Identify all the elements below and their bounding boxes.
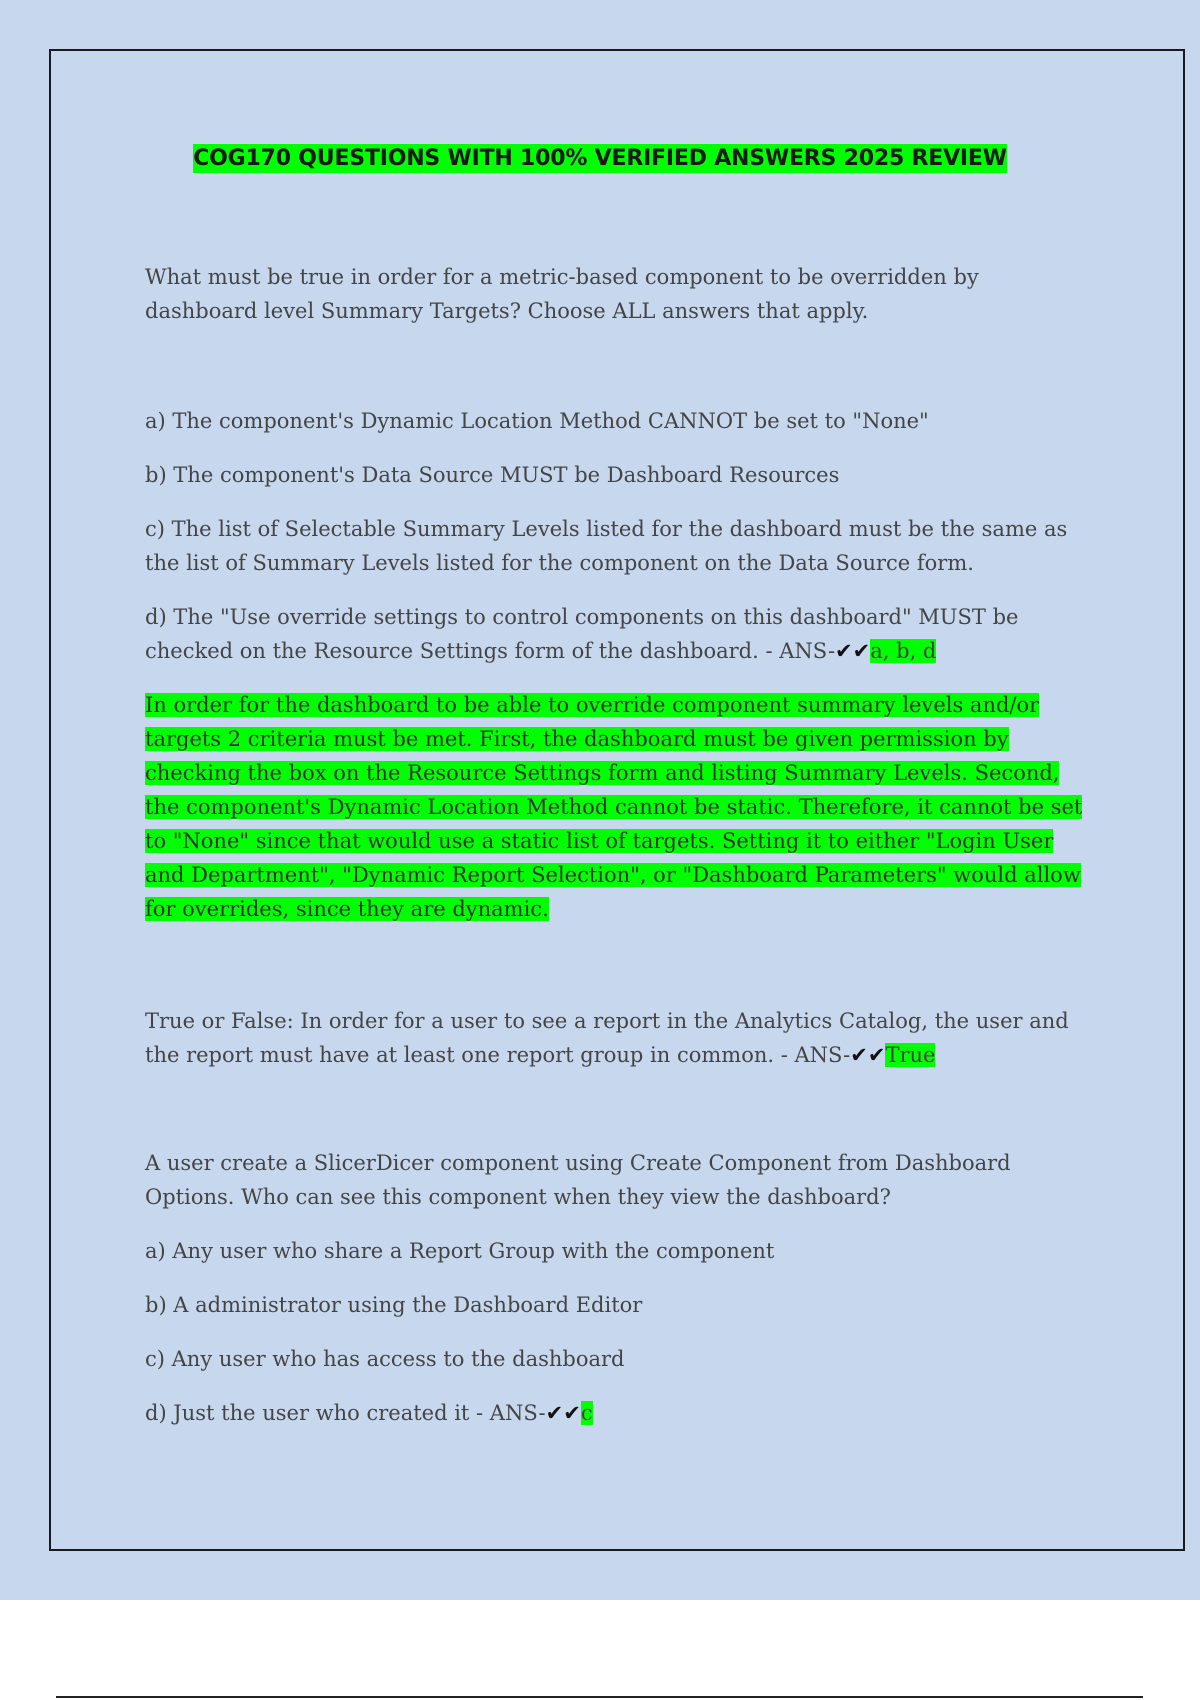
footer-rule bbox=[56, 1696, 1143, 1698]
check-icon: ✔✔ bbox=[835, 639, 871, 663]
q2-question: True or False: In order for a user to see a report in the Analytics Catalog, the user and the report must have at least one report group in common. - ANS-✔✔True bbox=[145, 1009, 1069, 1067]
check-icon: ✔✔ bbox=[545, 1401, 581, 1425]
q3-option-a: a) Any user who share a Report Group with the component bbox=[145, 1239, 775, 1263]
q2-answer: True bbox=[885, 1043, 936, 1067]
q1-option-c: c) The list of Selectable Summary Levels listed for the dashboard must be the same as the list of Summary Levels listed for the component on the Data Source form. bbox=[145, 517, 1068, 575]
q1-answer: a, b, d bbox=[870, 639, 937, 663]
q3-question: A user create a SlicerDicer component using Create Component from Dashboard Options. Who can see this component when they view the dashboard? bbox=[145, 1151, 1011, 1209]
q3-option-c: c) Any user who has access to the dashboard bbox=[145, 1347, 625, 1371]
q3-answer: c bbox=[580, 1401, 593, 1425]
check-icon: ✔✔ bbox=[850, 1043, 886, 1067]
q1-explanation: In order for the dashboard to be able to override component summary levels and/or targets 2 criteria must be met. First, the dashboard must be given permission by checking the box on the Resource Settings form and listing Summary Levels. Second, the component's Dynamic Location Method cannot be static. Therefore, it cannot be set to "None" since that would use a static list of targets. Setting it to either "Login User and Department", "Dynamic Report Selection", or "Dashboard Parameters" would allow for overrides, since they are dynamic. bbox=[145, 693, 1083, 921]
q3-option-b: b) A administrator using the Dashboard Editor bbox=[145, 1293, 643, 1317]
q3-option-d: d) Just the user who created it - ANS-✔✔c bbox=[145, 1401, 593, 1425]
q1-option-a: a) The component's Dynamic Location Method CANNOT be set to "None" bbox=[145, 409, 929, 433]
q1-question: What must be true in order for a metric-based component to be overridden by dashboard level Summary Targets? Choose ALL answers that apply. bbox=[145, 265, 979, 323]
document-title: COG170 QUESTIONS WITH 100% VERIFIED ANSWERS 2025 REVIEW bbox=[193, 146, 1007, 171]
q1-option-d: d) The "Use override settings to control components on this dashboard" MUST be checked on the Resource Settings form of the dashboard. - ANS-✔✔a, b, d bbox=[145, 605, 1019, 663]
q1-option-b: b) The component's Data Source MUST be Dashboard Resources bbox=[145, 463, 840, 487]
